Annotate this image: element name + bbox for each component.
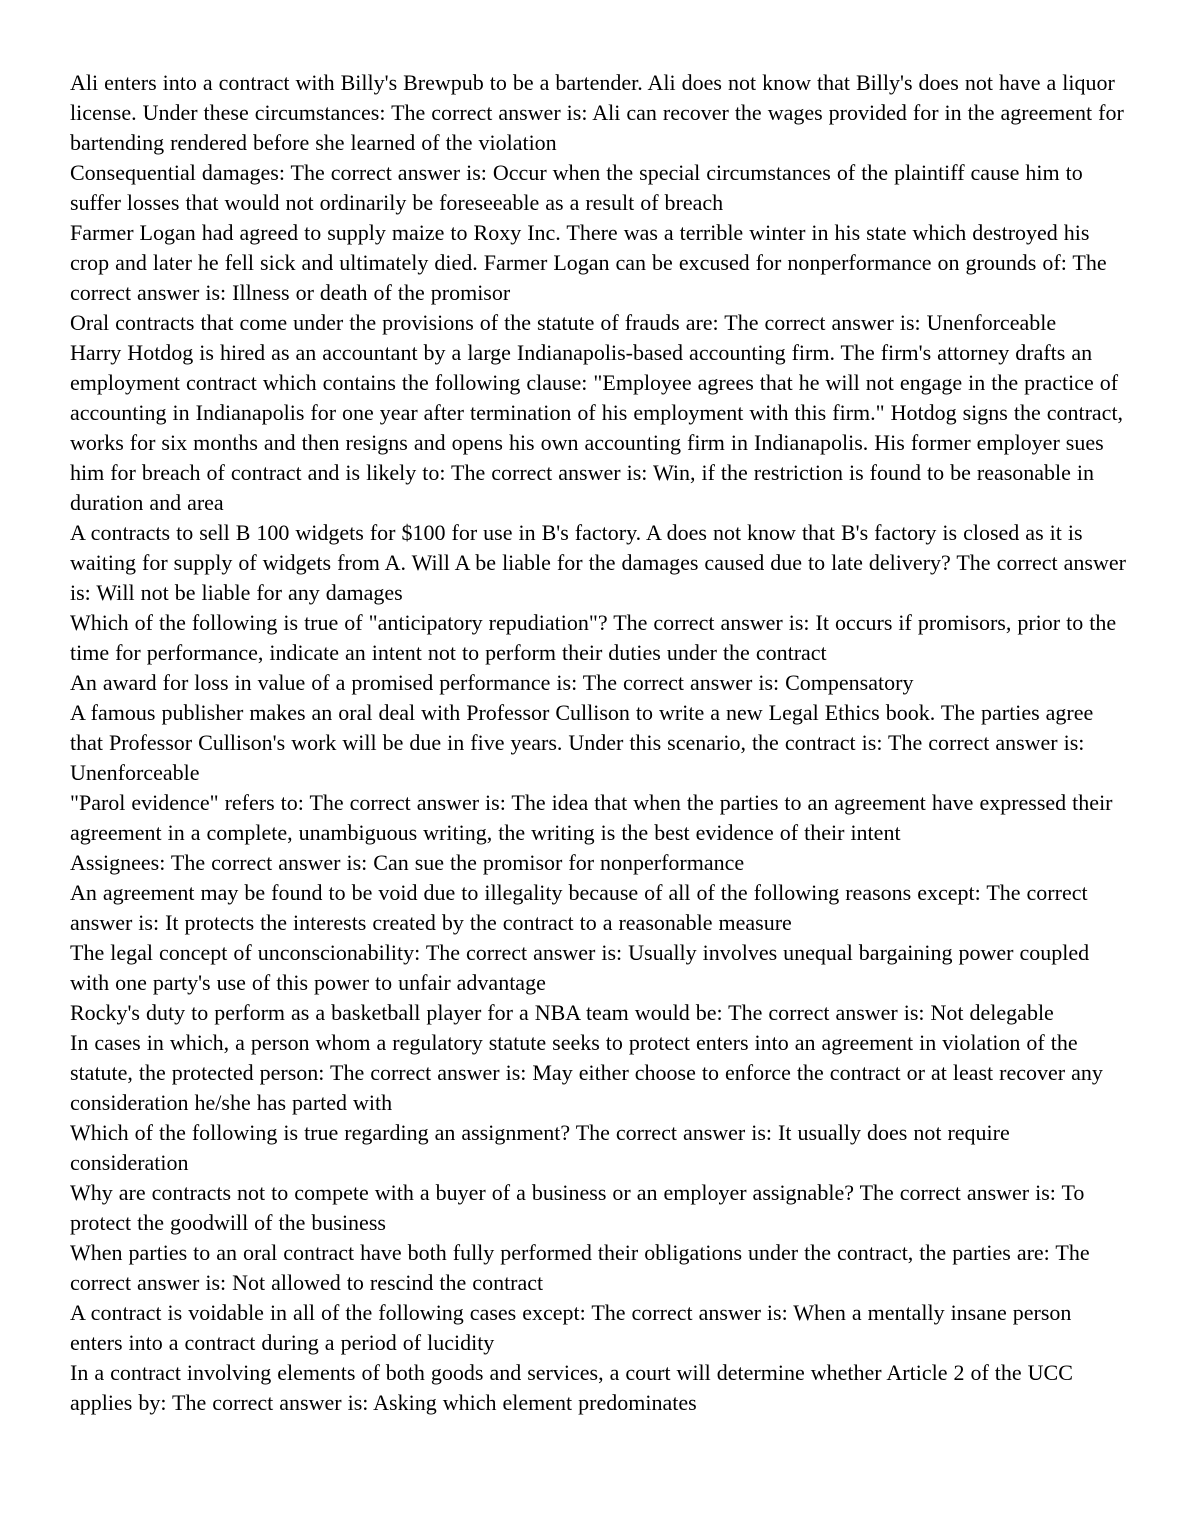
qa-paragraph: Farmer Logan had agreed to supply maize to Roxy Inc. There was a terrible winter in his state which destroyed his crop and later he fell sick and ultimately died. Farmer Logan can be excused for nonperformance on grounds of: The correct answer is: Illness or death of the promisor [70,220,1107,305]
qa-paragraph: When parties to an oral contract have both fully performed their obligations under the contract, the parties are: The correct answer is: Not allowed to rescind the contract [70,1240,1090,1295]
qa-paragraph: Consequential damages: The correct answer is: Occur when the special circumstances of the plaintiff cause him to suffer losses that would not ordinarily be foreseeable as a result of breach [70,160,1083,215]
qa-paragraph: Assignees: The correct answer is: Can sue the promisor for nonperformance [70,850,745,875]
qa-paragraph: In cases in which, a person whom a regulatory statute seeks to protect enters into an agreement in violation of the statute, the protected person: The correct answer is: May either choose to enforce the contract or at least recover any consideration he/she has parted with [70,1030,1103,1115]
qa-paragraph: Rocky's duty to perform as a basketball player for a NBA team would be: The correct answer is: Not delegable [70,1000,1054,1025]
qa-paragraph: Harry Hotdog is hired as an accountant by a large Indianapolis-based accounting firm. The firm's attorney drafts an employment contract which contains the following clause: "Employee agrees that he will not engage in the practice of accounting in Indianapolis for one year after termination of his employment with this firm." Hotdog signs the contract, works for six months and then resigns and opens his own accounting firm in Indianapolis. His former employer sues him for breach of contract and is likely to: The correct answer is: Win, if the restriction is found to be reasonable in duration and area [70,340,1124,515]
qa-paragraph: A contracts to sell B 100 widgets for $100 for use in B's factory. A does not know that B's factory is closed as it is waiting for supply of widgets from A. Will A be liable for the damages caused due to late delivery? The correct answer is: Will not be liable for any damages [70,520,1126,605]
qa-paragraph: An award for loss in value of a promised performance is: The correct answer is: Compensatory [70,670,914,695]
qa-paragraph: Oral contracts that come under the provisions of the statute of frauds are: The correct answer is: Unenforceable [70,310,1057,335]
qa-paragraph: The legal concept of unconscionability: The correct answer is: Usually involves unequal bargaining power coupled with one party's use of this power to unfair advantage [70,940,1090,995]
qa-paragraph: In a contract involving elements of both goods and services, a court will determine whether Article 2 of the UCC applies by: The correct answer is: Asking which element predominates [70,1360,1073,1415]
qa-paragraph: Why are contracts not to compete with a buyer of a business or an employer assignable? The correct answer is: To protect the goodwill of the business [70,1180,1085,1235]
qa-paragraph: Ali enters into a contract with Billy's Brewpub to be a bartender. Ali does not know that Billy's does not have a liquor license. Under these circumstances: The correct answer is: Ali can recover the wages provided for in the agreement for bartending rendered before she learned of the violation [70,70,1124,155]
qa-paragraph: A famous publisher makes an oral deal with Professor Cullison to write a new Legal Ethics book. The parties agree that Professor Cullison's work will be due in five years. Under this scenario, the contract is: The correct answer is: Unenforceable [70,700,1094,785]
qa-paragraph: An agreement may be found to be void due to illegality because of all of the following reasons except: The correct answer is: It protects the interests created by the contract to a reasonable measure [70,880,1088,935]
qa-paragraph: Which of the following is true regarding an assignment? The correct answer is: It usually does not require consideration [70,1120,1010,1175]
qa-paragraph: A contract is voidable in all of the following cases except: The correct answer is: When a mentally insane person enters into a contract during a period of lucidity [70,1300,1072,1355]
qa-paragraph: "Parol evidence" refers to: The correct answer is: The idea that when the parties to an agreement have expressed their agreement in a complete, unambiguous writing, the writing is the best evidence of their intent [70,790,1113,845]
qa-paragraph: Which of the following is true of "anticipatory repudiation"? The correct answer is: It occurs if promisors, prior to the time for performance, indicate an intent not to perform their duties under the contract [70,610,1117,665]
